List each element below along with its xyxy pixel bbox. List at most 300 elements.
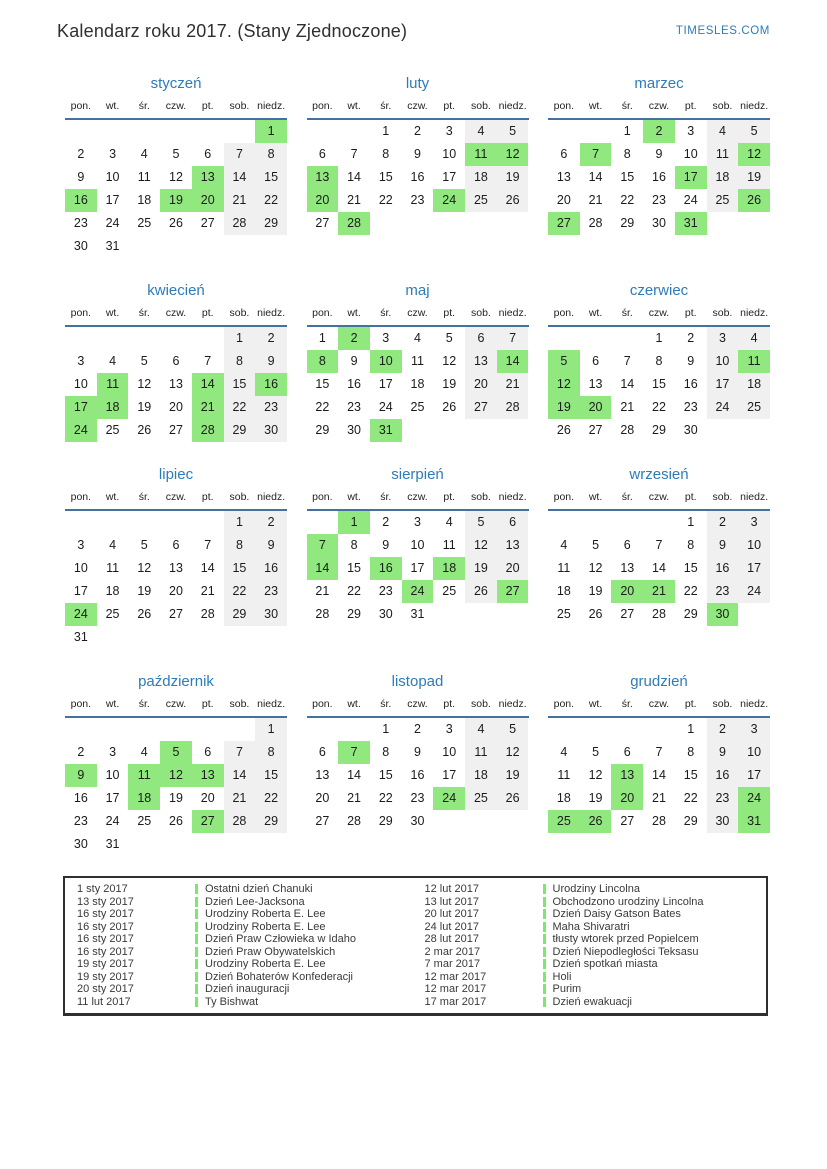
day-cell: 13 <box>465 350 497 373</box>
week-row <box>65 718 287 741</box>
day-cell: 29 <box>224 419 256 442</box>
day-cell: 6 <box>623 745 631 759</box>
day-cell: 3 <box>109 147 117 161</box>
day-cell: 9 <box>707 741 739 764</box>
legend-row <box>73 983 411 996</box>
weekday-label: pon. <box>312 307 333 319</box>
day-cell: 26 <box>169 814 183 828</box>
day-cell: 27 <box>465 396 497 419</box>
weekday-label: pt. <box>443 307 456 319</box>
day-cell: 26 <box>556 423 571 437</box>
day-cell: 21 <box>347 193 362 207</box>
week-row <box>65 120 287 143</box>
month-title[interactable]: wrzesień <box>629 466 689 483</box>
weekday-header-row <box>65 307 287 327</box>
day-cell: 22 <box>224 396 256 419</box>
legend-date: 1 sty 2017 <box>77 883 128 895</box>
weekday-label: śr. <box>138 491 150 503</box>
day-cell: 17 <box>707 373 739 396</box>
day-cell-empty <box>707 419 739 442</box>
weekday-label: niedz. <box>257 491 286 503</box>
day-cell-empty <box>128 626 160 649</box>
day-cell: 19 <box>137 400 152 414</box>
day-cell: 14 <box>652 768 666 782</box>
day-cell: 11 <box>557 768 571 782</box>
day-cell: 13 <box>556 170 571 184</box>
day-cell: 20 <box>497 557 529 580</box>
week-row <box>307 419 529 442</box>
page-title: Kalendarz roku 2017. (Stany Zjednoczone) <box>57 21 408 41</box>
week-row <box>548 143 770 166</box>
holiday-legend-columns <box>73 883 758 1008</box>
holiday-tick-icon <box>195 897 198 907</box>
day-cell: 7 <box>497 327 529 350</box>
weekday-label: śr. <box>380 307 392 319</box>
weekday-label: wt. <box>105 100 120 112</box>
month-10 <box>307 673 529 833</box>
day-cell: 5 <box>497 120 529 143</box>
day-cell: 1 <box>224 511 256 534</box>
holiday-tick-icon <box>543 884 546 894</box>
day-cell: 30 <box>707 603 739 626</box>
day-cell: 4 <box>707 120 739 143</box>
legend-holiday-name: Dzień Niepodległości Teksasu <box>552 945 699 958</box>
day-cell-empty <box>643 718 675 741</box>
day-cell-empty <box>548 511 580 534</box>
day-cell: 4 <box>414 331 421 345</box>
legend-holiday-name: Obchodzono urodziny Lincolna <box>552 895 704 908</box>
legend-date: 20 lut 2017 <box>424 908 479 920</box>
day-cell: 18 <box>105 584 120 598</box>
day-cell: 27 <box>620 607 635 621</box>
day-cell: 22 <box>620 193 635 207</box>
day-cell: 4 <box>560 745 568 759</box>
day-cell: 13 <box>169 561 183 575</box>
month-title[interactable]: sierpień <box>391 466 444 483</box>
day-cell: 3 <box>687 124 695 138</box>
day-cell: 5 <box>548 350 580 373</box>
day-cell: 30 <box>73 837 88 851</box>
weekday-label: sob. <box>229 698 250 710</box>
week-row <box>65 557 287 580</box>
day-cell: 18 <box>433 557 465 580</box>
day-cell: 20 <box>315 791 330 805</box>
day-cell: 12 <box>137 377 152 391</box>
week-row <box>307 396 529 419</box>
day-cell: 25 <box>465 787 497 810</box>
month-title[interactable]: marzec <box>634 75 684 92</box>
month-3 <box>65 282 287 442</box>
day-cell-empty <box>192 235 224 258</box>
day-cell: 2 <box>255 327 287 350</box>
day-cell: 16 <box>652 170 666 184</box>
day-cell: 8 <box>307 350 339 373</box>
day-cell: 7 <box>307 534 339 557</box>
day-cell: 3 <box>445 124 453 138</box>
legend-row <box>73 958 411 971</box>
weekday-label: wt. <box>105 491 120 503</box>
day-cell: 23 <box>347 400 362 414</box>
weekday-label: pon. <box>312 100 333 112</box>
day-cell-empty <box>433 603 465 626</box>
day-cell: 17 <box>675 166 707 189</box>
day-cell: 21 <box>224 787 256 810</box>
day-cell: 10 <box>442 147 457 161</box>
weekday-label: niedz. <box>498 491 527 503</box>
day-cell: 15 <box>378 170 393 184</box>
month-title[interactable]: kwiecień <box>147 282 205 299</box>
day-cell-empty <box>160 511 192 534</box>
weekday-label: pt. <box>201 491 214 503</box>
day-cell: 27 <box>192 810 224 833</box>
month-title[interactable]: luty <box>405 75 430 92</box>
day-cell-empty <box>611 327 643 350</box>
day-cell: 23 <box>410 791 425 805</box>
day-cell: 15 <box>224 557 256 580</box>
weekday-label: pt. <box>201 100 214 112</box>
day-cell: 25 <box>105 423 120 437</box>
day-cell: 27 <box>620 814 635 828</box>
weekday-label: pt. <box>443 698 456 710</box>
week-row <box>65 235 287 258</box>
day-cell: 29 <box>683 814 698 828</box>
day-cell: 31 <box>105 239 120 253</box>
week-row <box>65 143 287 166</box>
month-8 <box>548 466 770 626</box>
day-cell: 26 <box>169 216 183 230</box>
day-cell: 1 <box>224 327 256 350</box>
weekday-label: czw. <box>407 100 428 112</box>
day-cell: 8 <box>382 745 390 759</box>
legend-date: 24 lut 2017 <box>424 920 479 933</box>
day-cell-empty <box>433 810 465 833</box>
day-cell-empty <box>402 419 434 442</box>
day-cell: 1 <box>382 124 390 138</box>
week-row <box>548 557 770 580</box>
day-cell: 24 <box>707 396 739 419</box>
week-row <box>307 166 529 189</box>
holiday-tick-icon <box>543 947 546 957</box>
weekday-label: pt. <box>443 100 456 112</box>
day-cell: 10 <box>410 538 425 552</box>
holiday-tick-icon <box>543 997 546 1007</box>
day-cell: 30 <box>683 423 698 437</box>
weekday-label: pt. <box>684 491 697 503</box>
day-cell: 8 <box>350 538 358 552</box>
holiday-tick-icon <box>543 909 546 919</box>
day-cell: 26 <box>137 423 152 437</box>
day-cell: 23 <box>73 216 88 230</box>
weekday-label: wt. <box>347 698 361 710</box>
legend-holiday-name: Urodziny Roberta E. Lee <box>205 920 326 933</box>
legend-row <box>73 933 411 946</box>
day-cell: 14 <box>224 166 256 189</box>
day-cell: 29 <box>255 212 287 235</box>
day-cell: 5 <box>445 331 453 345</box>
weekday-label: czw. <box>165 491 187 503</box>
day-cell-empty <box>643 511 675 534</box>
week-row <box>548 741 770 764</box>
weekday-label: śr. <box>138 698 150 710</box>
day-cell: 18 <box>97 396 129 419</box>
legend-row <box>73 921 411 934</box>
month-title[interactable]: lipiec <box>158 466 194 483</box>
month-title[interactable]: grudzień <box>630 673 688 690</box>
legend-column-1 <box>421 883 759 1008</box>
day-cell: 19 <box>497 166 529 189</box>
weekday-header-row <box>548 698 770 718</box>
day-cell: 15 <box>683 768 698 782</box>
day-cell: 9 <box>382 538 390 552</box>
month-title[interactable]: listopad <box>391 673 444 690</box>
month-title[interactable]: styczeń <box>150 75 202 92</box>
week-row <box>548 396 770 419</box>
day-cell: 6 <box>318 745 326 759</box>
day-cell: 14 <box>200 561 215 575</box>
day-cell: 21 <box>200 584 215 598</box>
week-row <box>65 534 287 557</box>
day-cell: 22 <box>683 791 698 805</box>
day-cell: 14 <box>652 561 666 575</box>
day-cell-empty <box>65 718 97 741</box>
day-cell: 30 <box>255 603 287 626</box>
holiday-legend <box>63 876 768 1016</box>
week-row <box>65 396 287 419</box>
day-cell: 15 <box>683 561 698 575</box>
day-cell: 28 <box>620 423 635 437</box>
day-cell-empty <box>192 833 224 856</box>
day-cell: 7 <box>623 354 631 368</box>
legend-holiday-name: Dzień Praw Człowieka w Idaho <box>205 933 357 945</box>
day-cell: 23 <box>707 580 739 603</box>
day-cell: 1 <box>255 718 287 741</box>
day-cell: 6 <box>172 354 180 368</box>
legend-row <box>421 896 759 909</box>
weekday-label: niedz. <box>257 698 286 710</box>
day-cell: 30 <box>73 239 88 253</box>
day-cell: 24 <box>105 814 120 828</box>
week-row <box>307 603 529 626</box>
day-cell: 17 <box>105 193 120 207</box>
day-cell-empty <box>160 235 192 258</box>
day-cell: 23 <box>410 193 425 207</box>
day-cell-empty <box>465 603 497 626</box>
day-cell: 18 <box>465 166 497 189</box>
day-cell: 24 <box>738 580 770 603</box>
month-7 <box>307 466 529 626</box>
day-cell: 8 <box>687 745 695 759</box>
day-cell: 6 <box>560 147 568 161</box>
day-cell: 11 <box>707 143 739 166</box>
weekday-label: sob. <box>229 100 250 112</box>
day-cell: 27 <box>315 216 330 230</box>
day-cell: 12 <box>497 741 529 764</box>
day-cell: 5 <box>738 120 770 143</box>
day-cell-empty <box>224 626 256 649</box>
weekday-label: niedz. <box>740 307 769 319</box>
day-cell: 30 <box>347 423 362 437</box>
day-cell: 20 <box>200 791 215 805</box>
day-cell: 20 <box>465 373 497 396</box>
day-cell-empty <box>255 235 287 258</box>
day-cell: 24 <box>105 216 120 230</box>
legend-holiday-name: Dzień Praw Obywatelskich <box>205 945 336 958</box>
day-cell: 16 <box>370 557 402 580</box>
day-cell: 13 <box>192 764 224 787</box>
day-cell: 10 <box>683 147 698 161</box>
day-cell-empty <box>497 810 529 833</box>
weekday-label: czw. <box>407 307 428 319</box>
day-cell: 8 <box>687 538 695 552</box>
day-cell: 3 <box>77 354 85 368</box>
day-cell: 17 <box>73 584 88 598</box>
day-cell: 30 <box>652 216 666 230</box>
day-cell: 12 <box>442 354 457 368</box>
weekday-label: sob. <box>470 307 491 319</box>
day-cell-empty <box>402 212 434 235</box>
day-cell-empty <box>707 212 739 235</box>
weekday-label: niedz. <box>740 698 769 710</box>
weekday-label: niedz. <box>257 307 286 319</box>
day-cell: 10 <box>738 741 770 764</box>
day-cell: 17 <box>738 557 770 580</box>
legend-row <box>73 896 411 909</box>
day-cell: 18 <box>707 166 739 189</box>
legend-holiday-name: Ostatni dzień Chanuki <box>205 883 313 895</box>
day-cell: 19 <box>169 791 183 805</box>
day-cell: 6 <box>204 147 212 161</box>
day-cell: 11 <box>557 561 571 575</box>
day-cell: 9 <box>687 354 695 368</box>
day-cell: 7 <box>224 143 256 166</box>
day-cell: 20 <box>169 584 183 598</box>
day-cell: 17 <box>442 768 457 782</box>
weekday-label: niedz. <box>498 307 527 319</box>
legend-date: 16 sty 2017 <box>77 933 134 945</box>
day-cell: 25 <box>707 189 739 212</box>
day-cell: 11 <box>738 350 770 373</box>
day-cell: 16 <box>347 377 362 391</box>
weekday-label: wt. <box>347 491 361 503</box>
day-cell: 19 <box>137 584 152 598</box>
day-cell: 16 <box>707 764 739 787</box>
day-cell: 14 <box>588 170 603 184</box>
day-cell: 2 <box>382 515 390 529</box>
month-title[interactable]: październik <box>138 673 214 690</box>
day-cell-empty <box>128 120 160 143</box>
legend-date: 16 sty 2017 <box>77 908 134 920</box>
day-cell-empty <box>465 419 497 442</box>
legend-row <box>73 883 411 896</box>
holiday-tick-icon <box>195 984 198 994</box>
legend-holiday-name: Maha Shivaratri <box>552 920 630 933</box>
day-cell-empty <box>65 120 97 143</box>
day-cell: 17 <box>410 561 425 575</box>
month-title[interactable]: maj <box>405 282 430 299</box>
day-cell: 27 <box>588 423 603 437</box>
day-cell: 16 <box>707 557 739 580</box>
day-cell: 8 <box>382 147 390 161</box>
day-cell: 20 <box>580 396 612 419</box>
day-cell: 19 <box>160 189 192 212</box>
day-cell-empty <box>580 511 612 534</box>
day-cell-empty <box>255 833 287 856</box>
day-cell-empty <box>548 327 580 350</box>
legend-row <box>421 983 759 996</box>
day-cell-empty <box>338 718 370 741</box>
week-row <box>307 511 529 534</box>
day-cell: 16 <box>410 768 425 782</box>
day-cell: 1 <box>382 722 390 736</box>
legend-date: 12 mar 2017 <box>424 970 487 983</box>
day-cell: 30 <box>410 814 425 828</box>
legend-row <box>421 946 759 959</box>
day-cell: 11 <box>411 354 424 368</box>
day-cell: 27 <box>169 607 183 621</box>
day-cell: 19 <box>588 791 603 805</box>
legend-date: 2 mar 2017 <box>424 945 481 958</box>
day-cell: 23 <box>73 814 88 828</box>
week-row <box>307 810 529 833</box>
day-cell: 18 <box>556 584 571 598</box>
day-cell: 4 <box>465 120 497 143</box>
day-cell: 5 <box>172 147 180 161</box>
day-cell-empty <box>611 511 643 534</box>
day-cell: 8 <box>655 354 663 368</box>
day-cell: 1 <box>255 120 287 143</box>
week-row <box>548 350 770 373</box>
day-cell: 4 <box>465 718 497 741</box>
day-cell: 29 <box>620 216 635 230</box>
holiday-tick-icon <box>195 909 198 919</box>
weekday-label: pon. <box>70 491 92 503</box>
day-cell: 26 <box>442 400 457 414</box>
legend-date: 19 sty 2017 <box>77 970 134 983</box>
day-cell: 9 <box>255 534 287 557</box>
day-cell: 19 <box>738 166 770 189</box>
day-cell-empty <box>580 718 612 741</box>
day-cell: 5 <box>592 745 600 759</box>
weekday-label: wt. <box>588 698 603 710</box>
day-cell-empty <box>307 511 339 534</box>
day-cell-empty <box>224 120 256 143</box>
day-cell: 15 <box>378 768 393 782</box>
weekday-header-row <box>307 491 529 511</box>
day-cell: 22 <box>378 193 393 207</box>
weekday-label: sob. <box>229 307 250 319</box>
holiday-tick-icon <box>543 984 546 994</box>
weekday-label: czw. <box>165 698 187 710</box>
day-cell: 12 <box>588 561 603 575</box>
day-cell: 9 <box>255 350 287 373</box>
day-cell: 24 <box>378 400 393 414</box>
day-cell: 3 <box>445 722 453 736</box>
day-cell: 13 <box>611 764 643 787</box>
day-cell: 7 <box>350 147 358 161</box>
day-cell: 15 <box>620 170 635 184</box>
day-cell: 26 <box>588 607 603 621</box>
day-cell: 17 <box>65 396 97 419</box>
day-cell: 2 <box>338 327 370 350</box>
weekday-label: śr. <box>621 100 633 112</box>
brand-link[interactable]: TIMESLES.COM <box>675 25 770 37</box>
month-title[interactable]: czerwiec <box>629 282 689 299</box>
day-cell: 19 <box>588 584 603 598</box>
weekday-label: śr. <box>380 698 392 710</box>
week-row <box>307 327 529 350</box>
day-cell: 20 <box>611 787 643 810</box>
holiday-tick-icon <box>543 922 546 932</box>
